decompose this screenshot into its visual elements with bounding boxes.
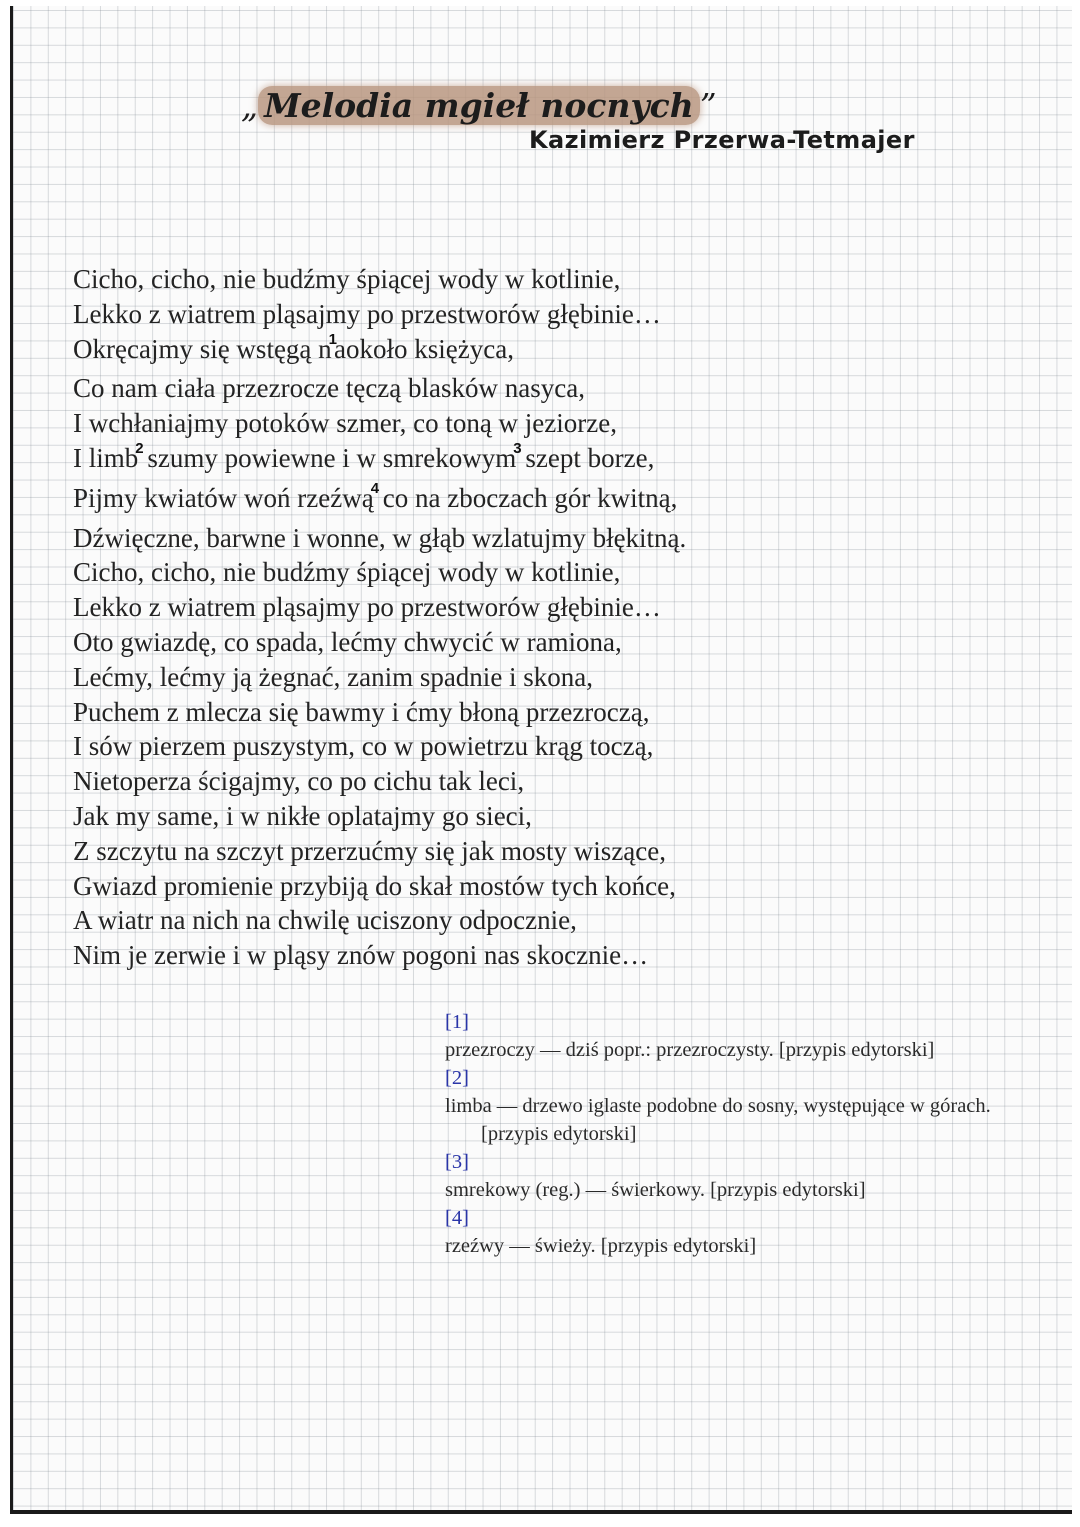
poem-title (241, 86, 717, 126)
poem-line: Nim je zerwie i w pląsy znów pogoni nas skocznie… (73, 940, 649, 971)
poem-line: Nietoperza ścigajmy, co po cichu tak leci, (73, 766, 525, 797)
poem-line: Z szczytu na szczyt przerzućmy się jak mosty wiszące, (73, 835, 666, 866)
footnote-mark: 4 (370, 479, 380, 497)
poem-line: A wiatr na nich na chwilę uciszony odpocznie, (73, 905, 577, 936)
poem-line-part: szept borze, (518, 442, 655, 473)
footnote-text: limba — drzewo iglaste podobne do sosny, występujące w górach. [przypis edytorski] (445, 1095, 991, 1145)
poem-line: Oto gwiazdę, co spada, lećmy chwycić w ramiona, (73, 626, 622, 657)
footnote-mark: 1 (328, 330, 338, 348)
poem-line-part: I limb (73, 442, 139, 473)
poem-line: Cicho, cicho, nie budźmy śpiącej wody w kotlinie, (73, 264, 621, 294)
grid-paper-page (10, 6, 1072, 1514)
poem-line: I sów pierzem puszystym, co w powietrzu krąg toczą, (73, 731, 654, 762)
footnote-number: [4] (445, 1207, 469, 1229)
footnote-number: [3] (445, 1151, 469, 1173)
poem-line: Co nam ciała przezrocze tęczą blasków nasyca, (73, 373, 585, 404)
footnote-text: przezroczy — dziś popr.: przezroczysty. [przypis edytorski] (445, 1039, 935, 1061)
poem-line: Jak my same, i w nikłe oplatajmy go sieci, (73, 800, 532, 831)
footnote-number: [1] (445, 1011, 469, 1033)
poem-line-part: aokoło księżyca, (334, 333, 514, 364)
poem-line: Gwiazd promienie przybiją do skał mostów tych końce, (73, 870, 676, 901)
poem-line: Lekko z wiatrem pląsajmy po przestworów głębinie… (73, 298, 661, 329)
footnotes (445, 1008, 1045, 1260)
poem-line: Lekko z wiatrem pląsajmy po przestworów głębinie… (73, 592, 661, 623)
footnote-number: [2] (445, 1067, 469, 1089)
poem-line-part: Okręcajmy się wstęgą n (73, 333, 332, 364)
poem-line: Lećmy, lećmy ją żegnać, zanim spadnie i skona, (73, 661, 594, 692)
poem-line: Dźwięczne, barwne i wonne, w głąb wzlatujmy błękitną. (73, 522, 687, 553)
poem-body (73, 262, 686, 973)
footnote-mark: 2 (135, 439, 144, 457)
poem-line-part: co na zboczach gór kwitną, (376, 482, 678, 513)
footnote-mark: 3 (513, 439, 522, 457)
footnote-text: rzeźwy — świeży. [przypis edytorski] (445, 1235, 757, 1257)
poem-line-part: szumy powiewne i w smrekowym (140, 442, 517, 473)
title-close-quote: ” (699, 86, 717, 125)
title-highlight: Melodia mgieł nocnych (258, 86, 700, 125)
title-open-quote: „ (241, 86, 259, 125)
poem-line (73, 332, 686, 372)
poem-line (73, 481, 686, 521)
poem-line: Puchem z mlecza się bawmy i ćmy błoną przezroczą, (73, 696, 650, 727)
poem-line: Cicho, cicho, nie budźmy śpiącej wody w kotlinie, (73, 557, 621, 588)
author-name: Kazimierz Przerwa-Tetmajer (529, 126, 915, 154)
poem-line (73, 441, 686, 481)
poem-line: I wchłaniajmy potoków szmer, co toną w jeziorze, (73, 408, 617, 439)
poem-line-part: Pijmy kwiatów woń rzeźwą (73, 482, 374, 513)
footnote-text: smrekowy (reg.) — świerkowy. [przypis edytorski] (445, 1179, 866, 1201)
